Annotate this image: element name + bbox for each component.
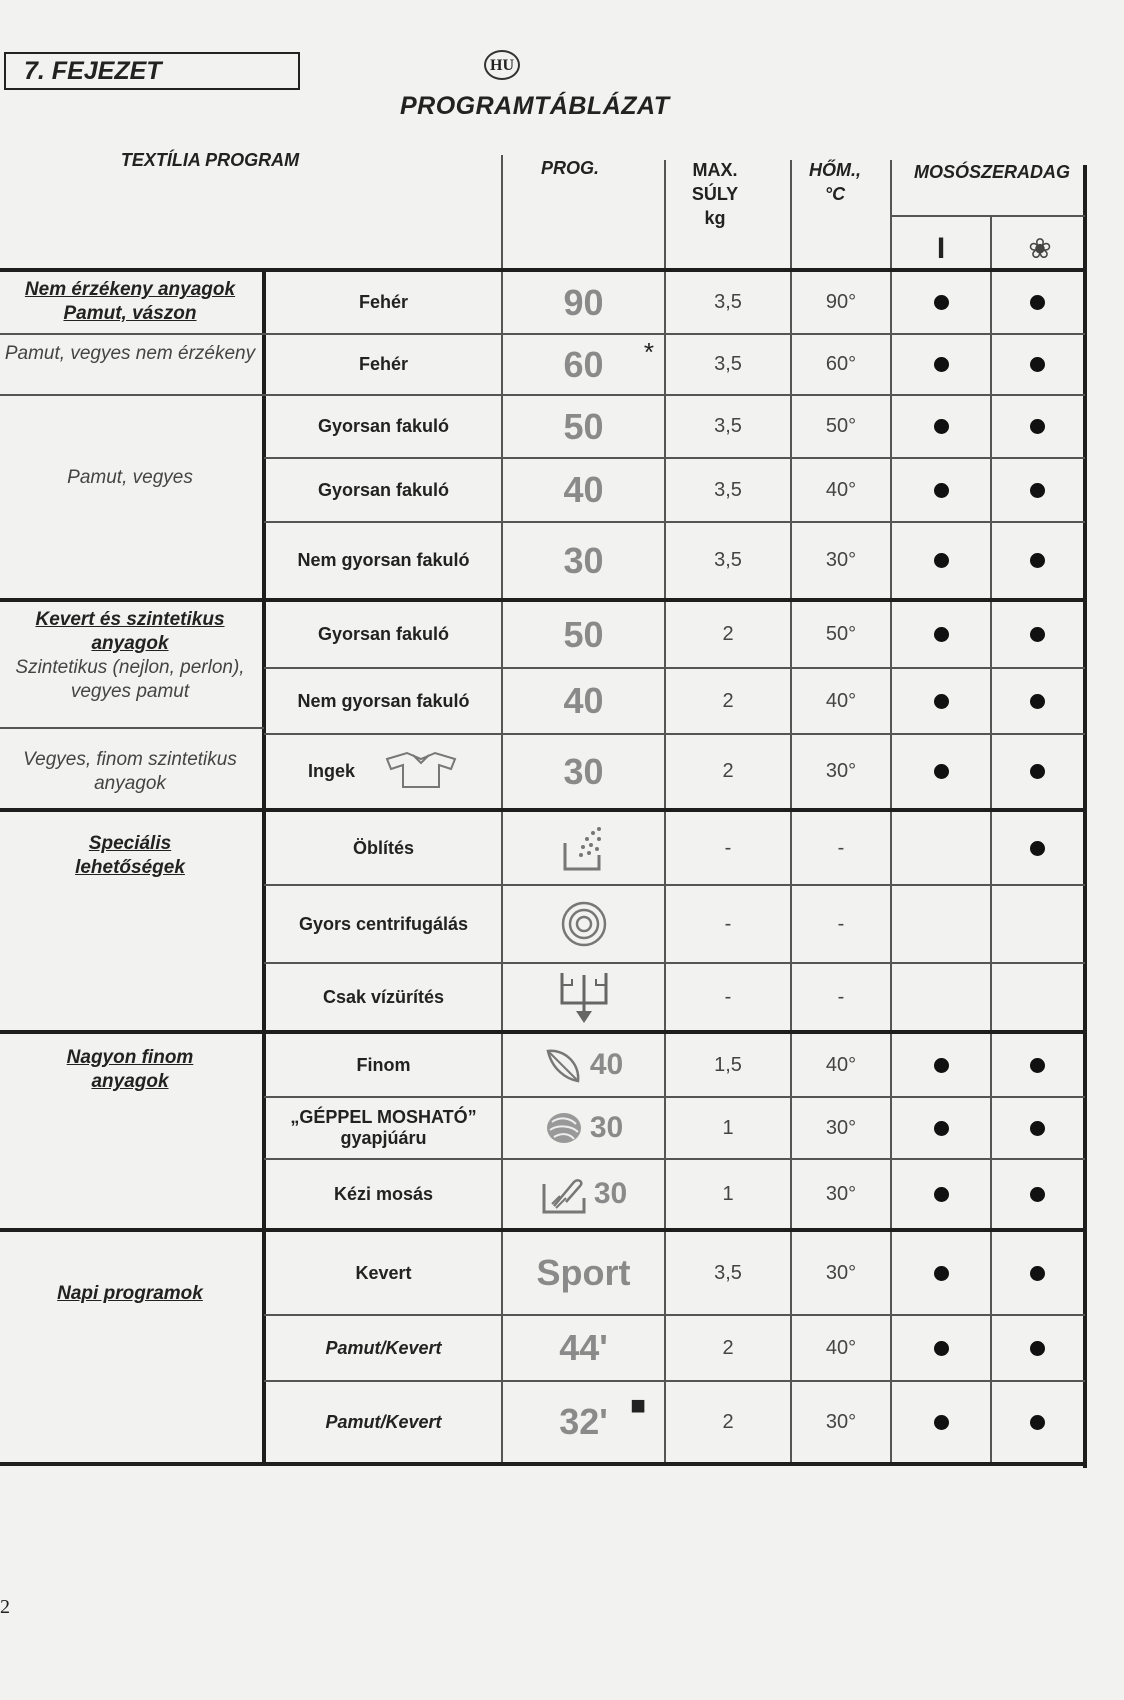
softener-cell xyxy=(992,459,1083,521)
softener-cell xyxy=(992,669,1083,733)
softener-dot xyxy=(1030,419,1045,434)
stop-mark: ■ xyxy=(630,1390,646,1420)
softener-cell xyxy=(992,1034,1083,1096)
main-wash-cell xyxy=(892,459,990,521)
main-wash-cell xyxy=(892,1382,990,1462)
max-weight-cell: 3,5 xyxy=(714,1261,742,1284)
max-weight-cell: 2 xyxy=(722,1336,734,1359)
temperature-cell: 50° xyxy=(825,415,857,437)
main-wash-dot xyxy=(934,1341,949,1356)
main-wash-cell xyxy=(892,602,990,667)
softener-cell xyxy=(992,1160,1083,1228)
softener-dot xyxy=(1030,1121,1045,1136)
program-symbol: 44' xyxy=(559,1327,608,1368)
category-non-sensitive: Nem érzékeny anyagok Pamut, vászon xyxy=(24,279,236,324)
softener-cell xyxy=(992,1232,1083,1314)
main-wash-dot xyxy=(934,1058,949,1073)
softener-dot xyxy=(1030,1187,1045,1202)
table-row xyxy=(0,886,1124,962)
temperature-cell: 50° xyxy=(825,623,857,645)
wool-icon xyxy=(544,1110,584,1146)
category-fine-synthetic: Vegyes, finom szintetikus anyagok xyxy=(23,749,237,794)
program-name-kevert: Kevert xyxy=(355,1262,412,1283)
program-name-nem-gyorsan-fakulo: Nem gyorsan fakuló xyxy=(297,690,470,711)
shirt-icon xyxy=(383,749,459,794)
main-wash-cell xyxy=(892,735,990,808)
program-name-feher: Fehér xyxy=(358,292,409,312)
softener-cell xyxy=(992,272,1083,333)
softener-cell xyxy=(992,1098,1083,1158)
max-weight-cell: 2 xyxy=(722,760,734,782)
softener-dot xyxy=(1030,1266,1045,1281)
program-name-nem-gyorsan-fakulo: Nem gyorsan fakuló xyxy=(297,550,470,570)
temperature-cell: 30° xyxy=(825,1116,857,1139)
page-number: 2 xyxy=(0,1596,10,1618)
max-weight-cell: 3,5 xyxy=(714,291,742,313)
main-wash-cell xyxy=(892,964,990,1030)
feather-icon xyxy=(544,1045,584,1085)
main-wash-cell xyxy=(892,669,990,733)
temperature-cell: 30° xyxy=(825,549,857,571)
max-weight-cell: 2 xyxy=(722,1410,734,1433)
category-daily-programs: Napi programok xyxy=(57,1283,203,1304)
max-weight-cell: 1 xyxy=(722,1116,734,1139)
softener-dot xyxy=(1030,841,1045,856)
category-cotton-mixed: Pamut, vegyes xyxy=(67,467,193,488)
program-symbol: 40 xyxy=(563,469,604,510)
softener-cell xyxy=(992,886,1083,962)
softener-dot xyxy=(1030,483,1045,498)
table-row xyxy=(0,1382,1124,1462)
temperature-cell: 60° xyxy=(825,353,857,375)
program-name-feher: Fehér xyxy=(358,354,409,374)
softener-cell xyxy=(992,1382,1083,1462)
program-symbol: 30 xyxy=(503,1098,664,1158)
max-weight-cell: - xyxy=(724,985,732,1008)
softener-dot xyxy=(1030,295,1045,310)
table-row xyxy=(0,335,1124,394)
temperature-cell: - xyxy=(837,836,845,859)
program-name-gyorsan-fakulo: Gyorsan fakuló xyxy=(317,624,450,644)
program-name-csak-vizurites: Csak vízürítés xyxy=(322,986,445,1007)
softener-cell xyxy=(992,335,1083,394)
main-wash-dot xyxy=(934,1187,949,1202)
program-symbol: 50 xyxy=(563,613,604,655)
star-mark: * xyxy=(643,337,654,367)
main-wash-cell xyxy=(892,523,990,598)
softener-cell xyxy=(992,602,1083,667)
max-weight-cell: 1 xyxy=(722,1182,734,1205)
max-weight-cell: 3,5 xyxy=(714,478,742,501)
program-name-pamut-kevert: Pamut/Kevert xyxy=(325,1411,442,1432)
program-symbol: 40 xyxy=(503,1034,664,1096)
softener-cell xyxy=(992,735,1083,808)
table-row xyxy=(0,1232,1124,1314)
softener-icon: ❀ xyxy=(1028,233,1052,264)
table-row xyxy=(0,1098,1124,1158)
main-wash-cell xyxy=(892,1034,990,1096)
program-symbol: 30 xyxy=(503,1160,664,1228)
max-weight-cell: - xyxy=(724,836,732,859)
softener-dot xyxy=(1030,1341,1045,1356)
program-name-gyors-centrifugalas: Gyors centrifugálás xyxy=(298,913,469,934)
max-weight-cell: 3,5 xyxy=(714,415,742,437)
handwash-icon xyxy=(540,1174,588,1214)
table-row xyxy=(0,602,1124,667)
softener-cell xyxy=(992,1316,1083,1380)
main-wash-dot xyxy=(934,1121,949,1136)
program-name-kezi-mosas: Kézi mosás xyxy=(333,1183,434,1204)
main-wash-icon: I xyxy=(936,232,946,265)
main-wash-cell xyxy=(892,1160,990,1228)
category-mixed-synthetic: Kevert és szintetikus anyagok Szintetikus (nejlon, perlon), vegyes pamut xyxy=(15,609,245,702)
temperature-cell: 30° xyxy=(825,1261,857,1284)
main-wash-cell xyxy=(892,1316,990,1380)
program-name-finom: Finom xyxy=(356,1054,411,1075)
softener-cell xyxy=(992,964,1083,1030)
program-name-gyorsan-fakulo: Gyorsan fakuló xyxy=(317,416,450,436)
program-symbol xyxy=(503,886,664,962)
program-symbol: 50 xyxy=(563,405,604,447)
program-name-pamut-kevert: Pamut/Kevert xyxy=(325,1337,442,1358)
temperature-cell: 40° xyxy=(825,1336,857,1359)
max-weight-cell: 1,5 xyxy=(714,1053,742,1076)
program-symbol: 30 xyxy=(563,750,604,792)
softener-dot xyxy=(1030,627,1045,642)
softener-dot xyxy=(1030,553,1045,568)
rinse-icon xyxy=(559,823,609,873)
max-weight-cell: 2 xyxy=(722,623,734,645)
table-row xyxy=(0,1034,1124,1096)
main-wash-dot xyxy=(934,764,949,779)
category-very-fine: Nagyon finom anyagok xyxy=(66,1047,194,1092)
main-wash-dot xyxy=(934,357,949,372)
main-wash-cell xyxy=(892,812,990,884)
main-wash-cell xyxy=(892,886,990,962)
temperature-cell: - xyxy=(837,912,845,935)
main-wash-dot xyxy=(934,627,949,642)
max-weight-cell: 3,5 xyxy=(714,353,742,375)
language-badge: HU xyxy=(484,50,520,80)
table-row xyxy=(0,964,1124,1030)
header-textile-program: TEXTÍLIA PROGRAM xyxy=(120,150,300,170)
program-name-ingek: Ingek xyxy=(266,735,501,808)
max-weight-cell: 2 xyxy=(722,689,734,712)
main-wash-dot xyxy=(934,483,949,498)
table-row xyxy=(0,1160,1124,1228)
main-wash-cell xyxy=(892,1098,990,1158)
main-wash-cell xyxy=(892,335,990,394)
header-prog: PROG. xyxy=(540,158,599,178)
program-name-oblites: Öblítés xyxy=(352,837,414,858)
program-symbol: 32' ■ xyxy=(559,1390,646,1442)
main-wash-dot xyxy=(934,1266,949,1281)
main-wash-dot xyxy=(934,1415,949,1430)
table-row xyxy=(0,812,1124,884)
softener-dot xyxy=(1030,357,1045,372)
spin-icon xyxy=(559,899,609,949)
table-row xyxy=(0,1316,1124,1380)
main-wash-dot xyxy=(934,694,949,709)
header-max-weight: MAX. SÚLY kg xyxy=(691,160,739,228)
temperature-cell: 30° xyxy=(825,1410,857,1433)
main-wash-dot xyxy=(934,419,949,434)
main-wash-cell xyxy=(892,396,990,457)
softener-cell xyxy=(992,523,1083,598)
main-wash-dot xyxy=(934,295,949,310)
program-name-gyorsan-fakulo: Gyorsan fakuló xyxy=(317,479,450,500)
softener-dot xyxy=(1030,1058,1045,1073)
program-symbol: 40 xyxy=(563,680,604,721)
temperature-cell: 40° xyxy=(825,478,857,501)
program-symbol xyxy=(503,964,664,1030)
program-name-geppel-moshato-gyapjuaru: „GÉPPEL MOSHATÓ” gyapjúáru xyxy=(290,1107,477,1148)
program-symbol: 60 * xyxy=(563,337,654,385)
table-row xyxy=(0,735,1124,808)
temperature-cell: - xyxy=(837,985,845,1008)
drain-icon xyxy=(558,967,610,1027)
category-special-options: Speciális lehetőségek xyxy=(75,833,185,878)
temperature-cell: 90° xyxy=(825,291,857,313)
header-detergent: MOSÓSZERADAG xyxy=(913,162,1070,182)
table-row xyxy=(0,396,1124,457)
program-symbol: 30 xyxy=(563,539,604,581)
temperature-cell: 40° xyxy=(825,1053,857,1076)
softener-dot xyxy=(1030,694,1045,709)
main-wash-dot xyxy=(934,553,949,568)
max-weight-cell: - xyxy=(724,912,732,935)
main-wash-cell xyxy=(892,272,990,333)
program-symbol xyxy=(503,812,664,884)
header-temperature: HŐM., °C xyxy=(809,160,861,204)
table-row xyxy=(0,523,1124,598)
program-symbol: Sport xyxy=(536,1252,631,1293)
table-row xyxy=(0,272,1124,333)
temperature-cell: 30° xyxy=(825,760,857,782)
max-weight-cell: 3,5 xyxy=(714,549,742,571)
softener-dot xyxy=(1030,1415,1045,1430)
page-title: PROGRAMTÁBLÁZAT xyxy=(400,92,670,120)
chapter-heading: 7. FEJEZET xyxy=(4,52,300,90)
temperature-cell: 40° xyxy=(825,689,857,712)
category-cotton-mixed-non-sensitive: Pamut, vegyes nem érzékeny xyxy=(4,343,256,364)
table-row xyxy=(0,459,1124,521)
temperature-cell: 30° xyxy=(825,1182,857,1205)
softener-dot xyxy=(1030,764,1045,779)
table-row xyxy=(0,669,1124,733)
program-symbol: 90 xyxy=(563,281,604,323)
softener-cell xyxy=(992,812,1083,884)
main-wash-cell xyxy=(892,1232,990,1314)
softener-cell xyxy=(992,396,1083,457)
